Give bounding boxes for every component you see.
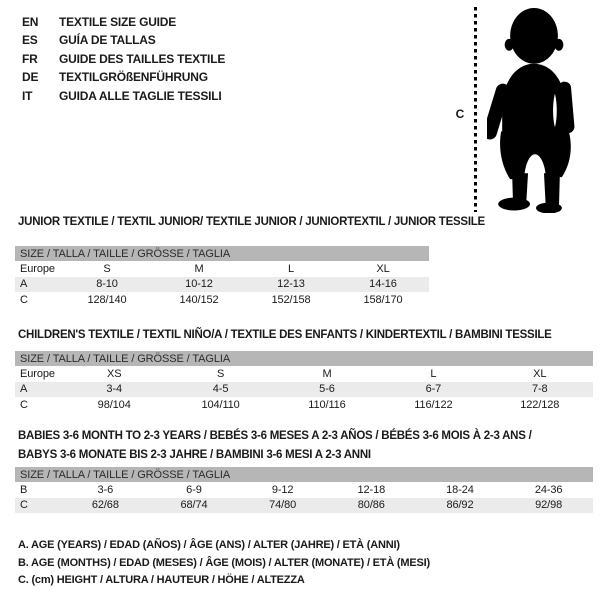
table-row [15,261,429,277]
size-value-cell: 98/104 [97,398,131,411]
table-row [15,482,593,498]
size-value-cell: M [194,262,204,275]
size-value-cell: 18-24 [446,483,474,496]
row-label-cell: A [15,277,61,293]
row-label-cell: A [15,382,61,398]
table-title-line: BABIES 3-6 MONTH TO 2-3 YEARS / BEBÉS 3-6 MESES A 2-3 AÑOS / BÉBÉS 3-6 MOIS À 2-3 ANS / [18,430,532,442]
table-row [15,366,593,382]
size-header-cell: SIZE / TALLA / TAILLE / GRÖSSE / TAGLIA [15,467,593,482]
junior-size-table [15,246,429,308]
table-row [15,292,429,308]
footnote-b: B. AGE (MONTHS) / EDAD (MESES) / ÂGE (MOIS) / ALTER (MONATE) / ETÀ (MESI) [18,556,430,569]
language-code: EN [22,15,39,29]
language-code: DE [22,70,39,85]
size-value-cell: 128/140 [87,293,127,306]
junior-table-title [18,213,485,232]
size-value-cell: 62/68 [61,498,150,514]
table-title-line: JUNIOR TEXTILE / TEXTIL JUNIOR/ TEXTILE JUNIOR / JUNIORTEXTIL / JUNIOR TESSILE [18,216,485,228]
language-code: FR [22,51,38,66]
size-value-cell: 104/110 [201,398,240,411]
language-title-list [22,13,225,105]
table-row [15,397,593,413]
children-size-table [15,351,593,413]
size-value-cell: 8-10 [61,277,153,293]
language-row [22,31,225,49]
size-value-cell: 80/86 [327,498,416,514]
size-value-cell: 140/152 [179,293,219,306]
size-value-cell: 68/74 [150,498,239,514]
language-row [22,68,225,86]
size-value-cell: 10-12 [153,277,245,293]
size-value-cell: 14-16 [337,277,429,293]
size-value-cell: 4-5 [167,382,273,398]
legend-footnotes [18,537,430,590]
language-code: ES [22,33,38,48]
row-label-cell: C [20,398,28,411]
size-header-cell: SIZE / TALLA / TAILLE / GRÖSSE / TAGLIA [15,246,429,261]
language-label: GUÍA DE TALLAS [59,33,156,48]
size-value-cell: 3-4 [61,382,167,398]
size-value-cell: XS [106,367,122,380]
size-value-cell: L [430,367,437,380]
size-value-cell: 24-36 [534,483,563,496]
language-row [22,50,225,68]
size-value-cell: XL [376,262,390,275]
size-value-cell: 6-9 [186,483,202,496]
footnote-a: A. AGE (YEARS) / EDAD (AÑOS) / ÂGE (ANS) / ALTER (JAHRE) / ETÀ (ANNI) [18,539,400,551]
size-value-cell: 5-6 [274,382,380,398]
size-value-cell: 116/122 [414,398,453,411]
language-label: GUIDA ALLE TAGLIE TESSILI [59,88,222,103]
size-value-cell: 12-13 [245,277,337,293]
table-row [15,498,593,514]
size-value-cell: XL [533,367,547,380]
language-label: TEXTILGRÖßENFÜHRUNG [59,70,208,85]
size-value-cell: S [103,262,111,275]
row-label-cell: C [15,498,61,514]
size-value-cell: 152/158 [271,293,311,306]
row-label-cell: Europe [20,367,55,380]
size-value-cell: 6-7 [380,382,486,398]
table-title-line: CHILDREN'S TEXTILE / TEXTIL NIÑO/A / TEXTILE DES ENFANTS / KINDERTEXTIL / BAMBINI TESSILE [18,329,552,341]
size-value-cell: 122/128 [520,398,560,411]
size-value-cell: L [287,262,295,275]
size-value-cell: 12-18 [357,483,386,496]
height-measure-dashed-line [474,7,477,212]
row-label-cell: Europe [20,262,55,275]
size-header-row [15,351,593,366]
row-label-cell: B [20,483,28,496]
size-header-row [15,246,429,261]
baby-silhouette [487,6,587,213]
footnote-c: C. (cm) HEIGHT / ALTURA / HAUTEUR / HÖHE / ALTEZZA [18,574,305,587]
language-label: GUIDE DES TAILLES TEXTILE [59,51,226,66]
language-row [22,13,225,31]
size-value-cell: M [322,367,332,380]
size-value-cell: S [216,367,225,380]
table-title-line: BABYS 3-6 MONATE BIS 2-3 JAHRE / BAMBINI 3-6 MESI A 2-3 ANNI [18,449,371,461]
size-value-cell: 9-12 [271,483,294,496]
table-row [15,277,429,293]
size-value-cell: 3-6 [97,483,114,496]
language-code: IT [22,88,33,103]
size-value-cell: 92/98 [504,498,593,514]
size-value-cell: 74/80 [238,498,327,514]
size-value-cell: 158/170 [363,293,403,306]
size-value-cell: 110/116 [308,398,346,411]
height-measure-label: C [455,107,465,121]
size-header-cell: SIZE / TALLA / TAILLE / GRÖSSE / TAGLIA [15,351,593,366]
size-value-cell: 86/92 [416,498,505,514]
row-label-cell: C [20,293,28,306]
babies-table-title [18,427,532,465]
size-header-row [15,467,593,482]
language-row [22,87,225,105]
babies-size-table [15,467,593,513]
table-row [15,382,593,398]
children-table-title [18,326,552,345]
size-value-cell: 7-8 [487,382,593,398]
language-label: TEXTILE SIZE GUIDE [59,15,177,29]
